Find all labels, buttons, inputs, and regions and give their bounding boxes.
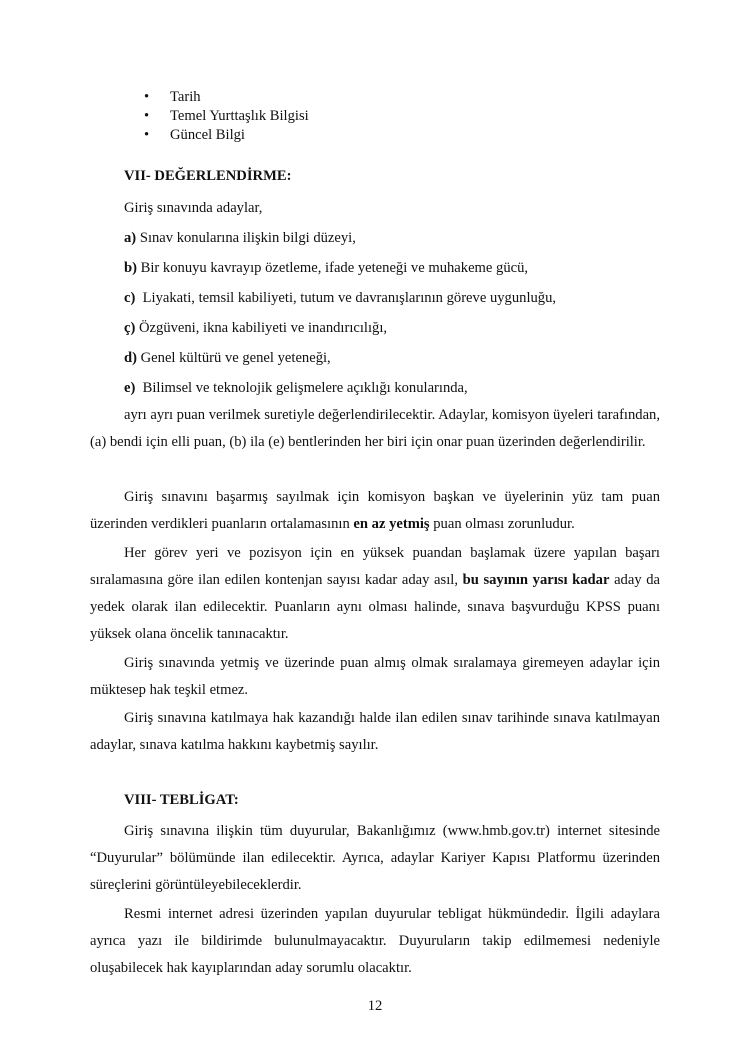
- item-letter: ç): [124, 320, 136, 336]
- page-number: 12: [367, 998, 383, 1014]
- item-letter: b): [124, 260, 137, 276]
- paragraph: Giriş sınavını başarmış sayılmak için komisyon başkan ve üyelerinin yüz tam puan üzerinden verdikleri puanların ortalamasının en az yetmiş puan olması zorunludur.: [90, 489, 660, 532]
- emphasis: bu sayının yarısı kadar: [462, 572, 610, 588]
- criteria-item: [124, 350, 331, 367]
- item-text: Bir konuyu kavrayıp özetleme, ifade yeteneği ve muhakeme gücü,: [140, 260, 529, 276]
- item-text: Bilimsel ve teknolojik gelişmelere açıklığı konularında,: [142, 380, 468, 396]
- paragraph: Resmi internet adresi üzerinden yapılan duyurular tebligat hükmündedir. İlgili adaylara ayrıca yazı ile bildirimde bulunulmayacaktır. Duyuruların takip edilmemesi nedeniyle oluşabilecek hak kayıplarından aday sorumlu olacaktır.: [90, 906, 660, 976]
- list-item: • Güncel Bilgi: [144, 126, 309, 145]
- section-heading-tebligat: VIII- TEBLİGAT:: [124, 792, 239, 808]
- item-text: Sınav konularına ilişkin bilgi düzeyi,: [139, 230, 356, 246]
- item-text: Özgüveni, ikna kabiliyeti ve inandırıcılığı,: [139, 320, 388, 336]
- list-item: • Temel Yurttaşlık Bilgisi: [144, 107, 309, 126]
- paragraph: ayrı ayrı puan verilmek suretiyle değerlendirilecektir. Adaylar, komisyon üyeleri tarafından, (a) bendi için elli puan, (b) ila (e) bentlerinden her biri için onar puan üzerinden değerlendirilir.: [90, 407, 660, 450]
- paragraph: Her görev yeri ve pozisyon için en yüksek puandan başlamak üzere yapılan başarı sıralamasına göre ilan edilen kontenjan sayısı kadar aday asıl, bu sayının yarısı kadar aday da yedek olarak ilan edilecektir. Puanların aynı olması halinde, sınava başvurduğu KPSS puanı yüksek olana öncelik tanınacaktır.: [90, 545, 660, 642]
- item-letter: c): [124, 290, 136, 306]
- item-letter: e): [124, 380, 136, 396]
- criteria-item: [124, 260, 528, 277]
- item-letter: d): [124, 350, 137, 366]
- emphasis: en az yetmiş: [353, 516, 430, 532]
- list-item: • Tarih: [144, 88, 309, 107]
- criteria-item: [124, 380, 468, 397]
- paragraph: Giriş sınavında yetmiş ve üzerinde puan almış olmak sıralamaya giremeyen adaylar için müktesep hak teşkil etmez.: [90, 655, 660, 698]
- criteria-item: [124, 320, 387, 337]
- item-letter: a): [124, 230, 137, 246]
- topic-list: [144, 88, 309, 145]
- section-intro: Giriş sınavında adaylar,: [124, 200, 263, 216]
- item-text: Liyakati, temsil kabiliyeti, tutum ve davranışlarının göreve uygunluğu,: [142, 290, 557, 306]
- item-text: Genel kültürü ve genel yeteneği,: [140, 350, 331, 366]
- paragraph: Giriş sınavına ilişkin tüm duyurular, Bakanlığımız (www.hmb.gov.tr) internet sitesinde “Duyurular” bölümünde ilan edilecektir. Ayrıca, adaylar Kariyer Kapısı Platformu üzerinden süreçlerini görüntüleyebileceklerdir.: [90, 823, 660, 893]
- criteria-item: [124, 290, 556, 307]
- criteria-item: [124, 230, 356, 247]
- section-heading-degerlendirme: VII- DEĞERLENDİRME:: [124, 168, 292, 184]
- paragraph: Giriş sınavına katılmaya hak kazandığı halde ilan edilen sınav tarihinde sınava katılmayan adaylar, sınava katılma hakkını kaybetmiş sayılır.: [90, 710, 660, 753]
